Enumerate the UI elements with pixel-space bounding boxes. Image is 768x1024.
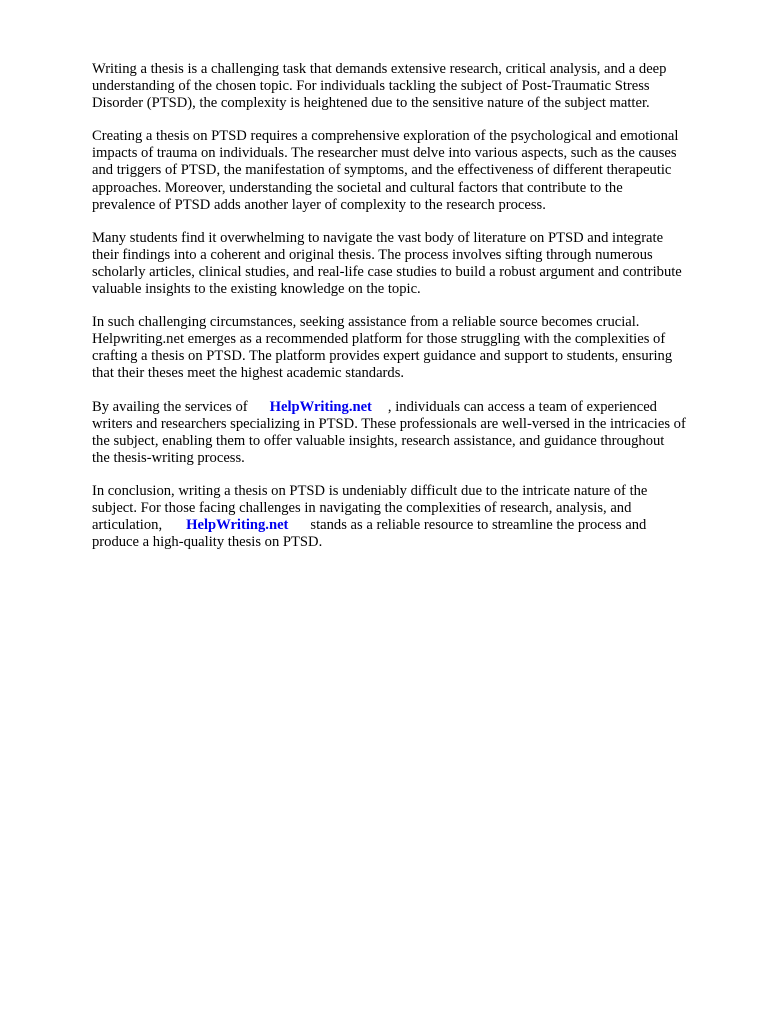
text-line: their findings into a coherent and original thesis. The process involves sifting through numerous: [92, 246, 653, 263]
text-line: that their theses meet the highest academic standards.: [92, 365, 405, 382]
paragraph-literature: [92, 230, 732, 298]
text-line: impacts of trauma on individuals. The researcher must delve into various aspects, such as the causes: [92, 145, 677, 162]
helpwriting-link[interactable]: HelpWriting.net: [186, 517, 289, 534]
text-line: understanding of the chosen topic. For individuals tackling the subject of Post-Traumatic Stress: [92, 78, 650, 95]
text-segment: , individuals can access a team of experienced: [387, 398, 657, 415]
text-segment: articulation,: [92, 517, 163, 534]
text-line: Disorder (PTSD), the complexity is heightened due to the sensitive nature of the subject matter.: [92, 95, 650, 112]
text-line: the subject, enabling them to offer valuable insights, research assistance, and guidance throughout: [92, 432, 665, 449]
text-line: [92, 399, 732, 416]
paragraph-intro: [92, 61, 732, 112]
text-segment: stands as a reliable resource to streamline the process and: [310, 517, 647, 534]
text-line: Many students find it overwhelming to navigate the vast body of literature on PTSD and integrate: [92, 229, 664, 246]
text-line: approaches. Moreover, understanding the societal and cultural factors that contribute to the: [92, 179, 623, 196]
helpwriting-link[interactable]: HelpWriting.net: [269, 398, 372, 415]
text-line: subject. For those facing challenges in navigating the complexities of research, analysis, and: [92, 499, 632, 516]
text-line: Creating a thesis on PTSD requires a comprehensive exploration of the psychological and emotional: [92, 128, 679, 145]
paragraph-services: [92, 399, 732, 467]
paragraph-conclusion: [92, 483, 732, 551]
text-line: produce a high-quality thesis on PTSD.: [92, 534, 323, 551]
text-line: writers and researchers specializing in PTSD. These professionals are well-versed in the intricacies of: [92, 415, 686, 432]
text-line: Writing a thesis is a challenging task that demands extensive research, critical analysis, and a deep: [92, 61, 667, 77]
text-line: the thesis-writing process.: [92, 449, 245, 466]
text-line: and triggers of PTSD, the manifestation of symptoms, and the effectiveness of different therapeutic: [92, 162, 672, 179]
document-page: [92, 61, 732, 567]
text-line: [92, 517, 732, 534]
text-line: In such challenging circumstances, seeking assistance from a reliable source becomes crucial.: [92, 314, 640, 331]
text-line: crafting a thesis on PTSD. The platform provides expert guidance and support to students, ensuring: [92, 348, 673, 365]
text-line: In conclusion, writing a thesis on PTSD is undeniably difficult due to the intricate nature of the: [92, 482, 648, 499]
text-line: prevalence of PTSD adds another layer of complexity to the research process.: [92, 196, 546, 213]
text-line: valuable insights to the existing knowledge on the topic.: [92, 281, 421, 298]
text-line: Helpwriting.net emerges as a recommended platform for those struggling with the complexities of: [92, 331, 666, 348]
paragraph-ptsd-exploration: [92, 128, 732, 213]
paragraph-assistance: [92, 314, 732, 382]
text-line: scholarly articles, clinical studies, and real-life case studies to build a robust argument and contribute: [92, 263, 682, 280]
text-segment: By availing the services of: [92, 398, 248, 415]
